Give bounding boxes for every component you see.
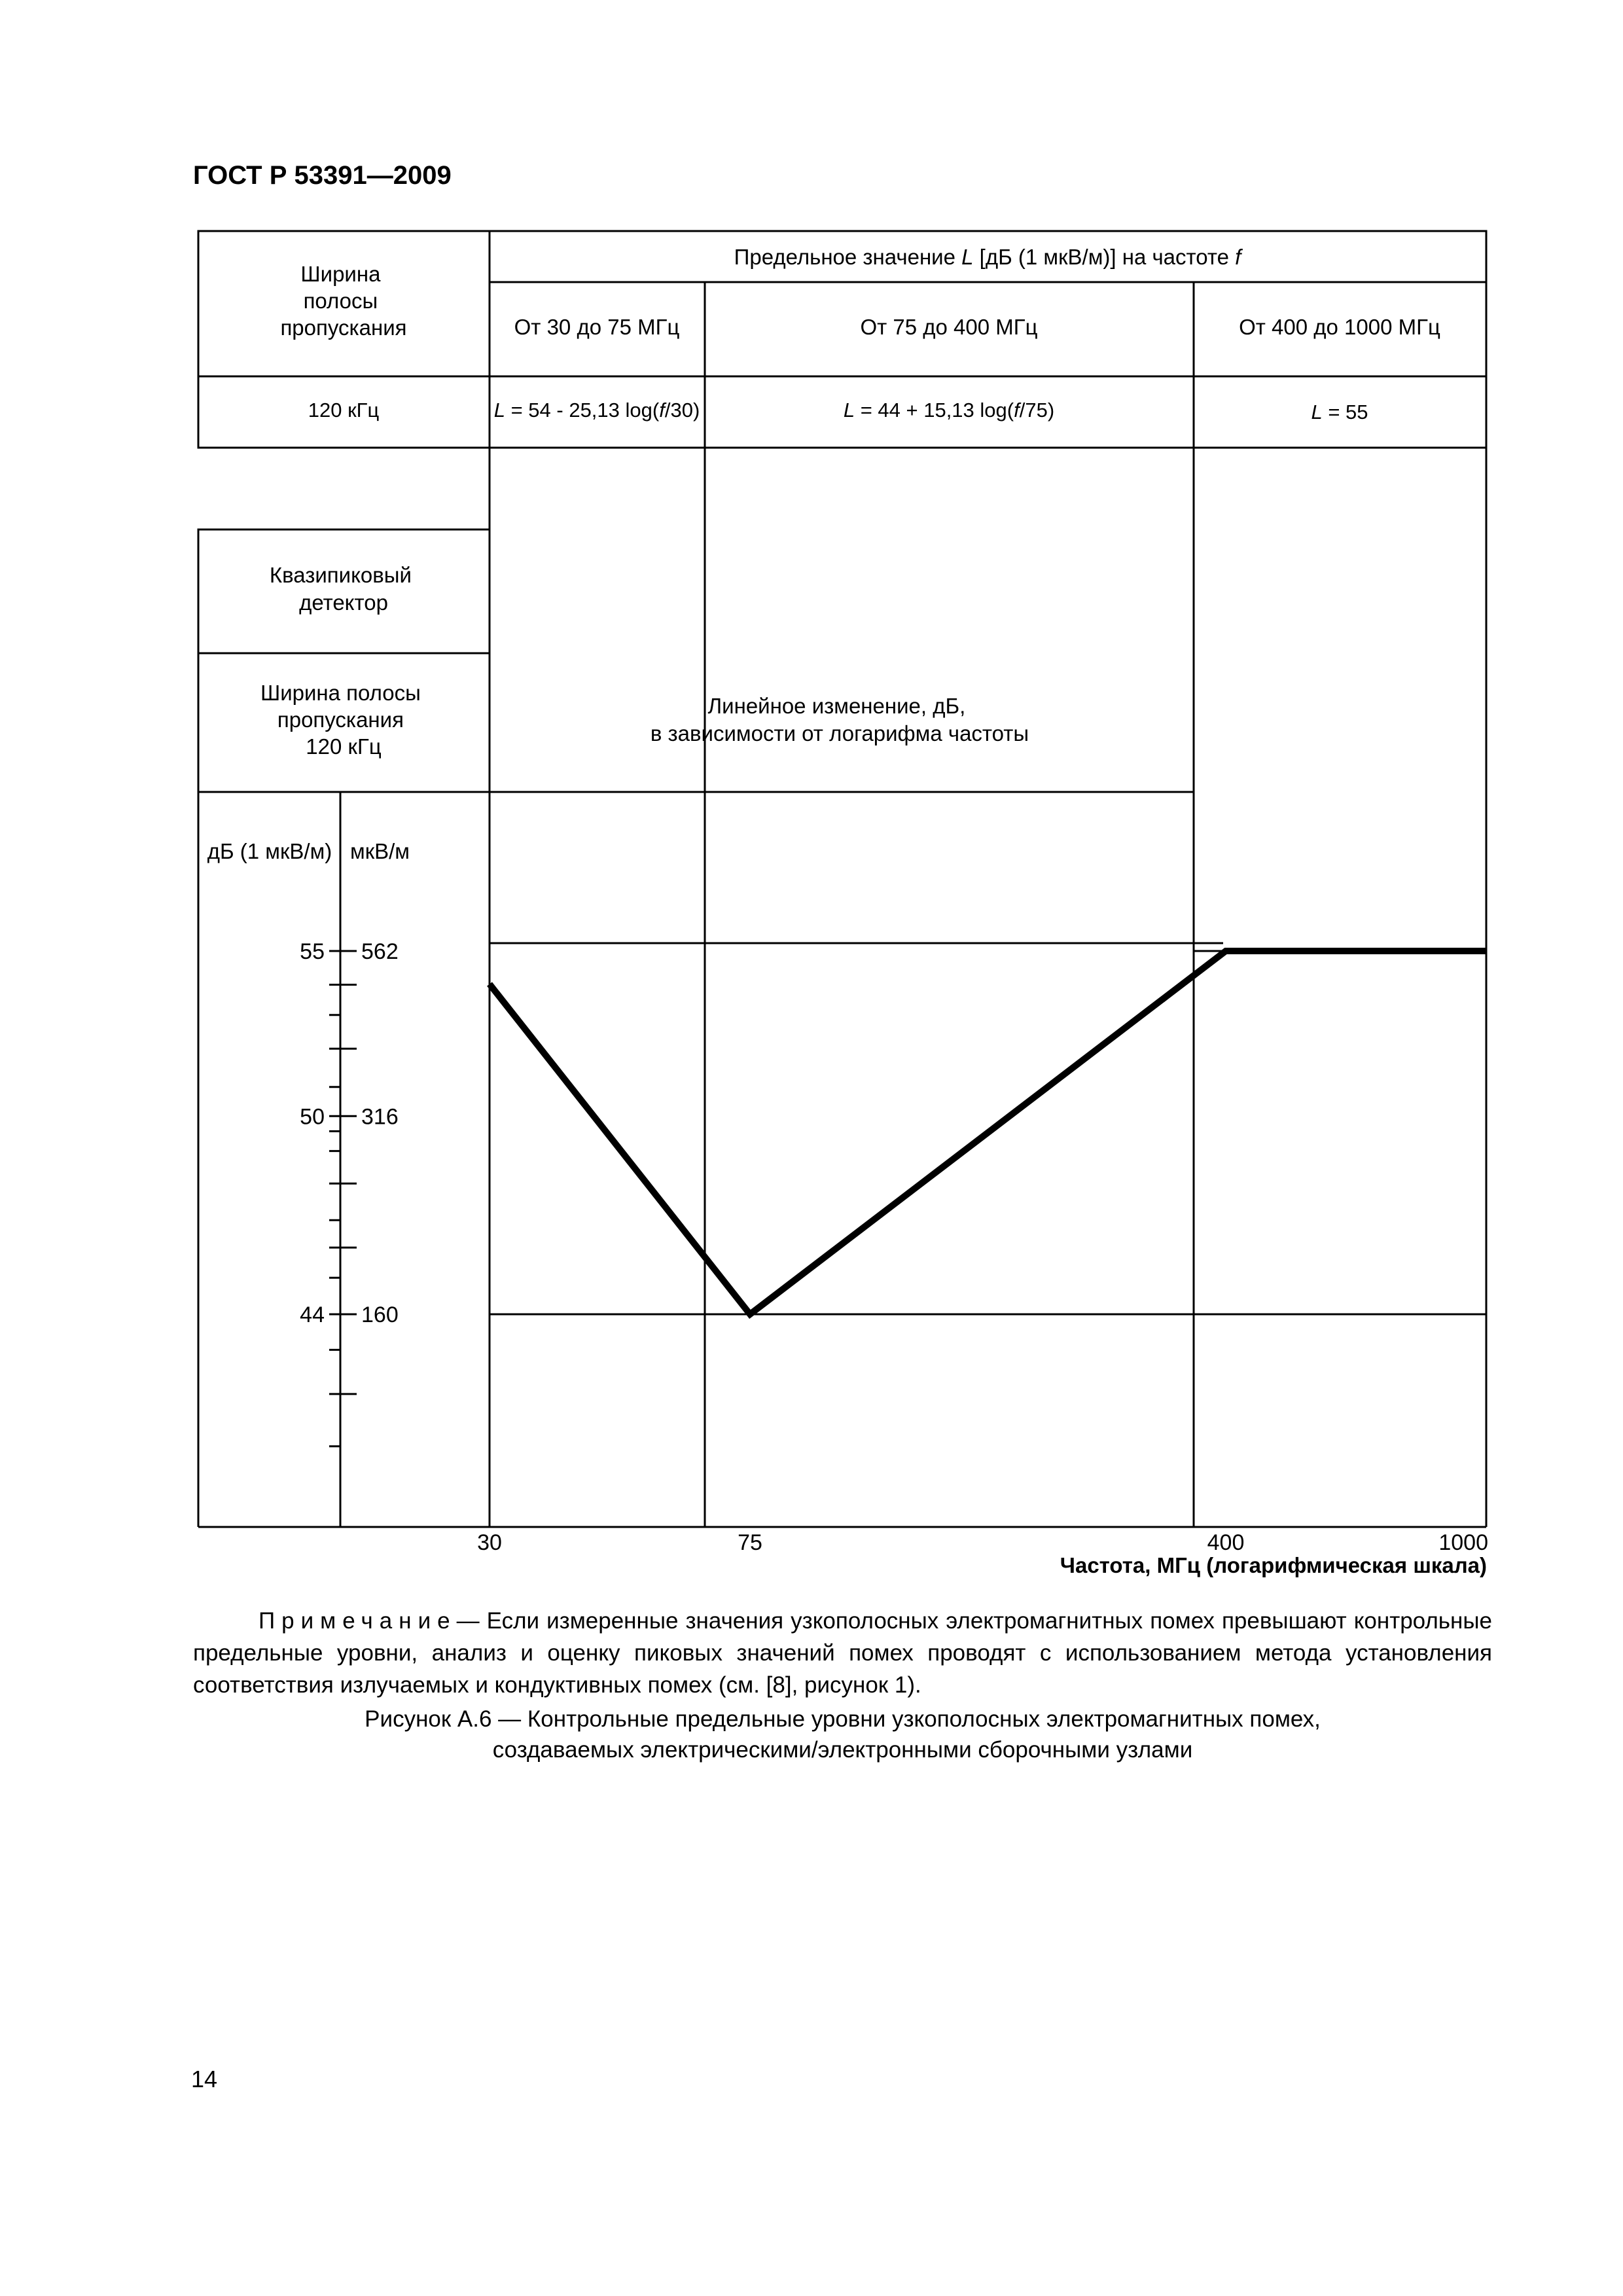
y-tick-label-uv: 316 [361,1104,399,1130]
caption-line-2: создаваемых электрическими/электронными сборочными узлами [492,1737,1193,1763]
caption-line-1: Рисунок А.6 — Контрольные предельные уровни узкополосных электромагнитных помех, [365,1706,1321,1732]
y-tick-label-db: 50 [300,1104,325,1130]
document-header: ГОСТ Р 53391—2009 [193,161,452,190]
figure-note [193,1605,1492,1701]
note-text: — Если измеренные значения узкополосных электромагнитных помех превышают контрольные предельные уровни, анализ и оценку пиковых значений помех проводят с использованием метода установления соответствия излучаемых и кондуктивных помех (см. [8], рисунок 1). [193,1608,1492,1698]
figure-caption [193,1704,1492,1765]
limit-line [490,951,1486,1314]
unit-uv-label: мкВ/м [350,839,410,863]
bandwidth-value: 120 кГц [308,399,380,422]
range-75-400: От 75 до 400 МГц [860,315,1038,339]
y-tick-label-db: 44 [300,1302,325,1327]
range-400-1000: От 400 до 1000 МГц [1239,315,1440,339]
unit-db-label: дБ (1 мкВ/м) [207,839,332,863]
x-axis-label: Частота, МГц (логарифмическая шкала) [1060,1553,1487,1577]
table-header-limit: Предельное значение L [дБ (1 мкВ/м)] на частоте f [734,245,1241,269]
table-header-bandwidth: Ширина полосы пропускания [280,262,407,340]
annotation-text: Линейное изменение, дБ, в зависимости от логарифма частоты [650,694,1029,745]
x-tick-label: 1000 [1438,1530,1488,1555]
formula-1: L = 54 - 25,13 log(f/30) [493,399,700,422]
y-tick-label-uv: 160 [361,1302,399,1327]
page-number: 14 [191,2066,218,2092]
y-tick-label-uv: 562 [361,939,399,964]
formula-3: L = 55 [1311,401,1368,423]
formula-2: L = 44 + 15,13 log(f/75) [843,399,1055,422]
x-tick-label: 75 [738,1530,762,1555]
side-bandwidth-label: Ширина полосы пропускания 120 кГц [260,681,421,759]
x-tick-label: 30 [477,1530,502,1555]
y-tick-label-db: 55 [300,939,325,964]
detector-label: Квазипиковый детектор [269,563,412,615]
x-tick-label: 400 [1207,1530,1245,1555]
range-30-75: От 30 до 75 МГц [514,315,680,339]
note-label: Примечание [259,1608,457,1634]
